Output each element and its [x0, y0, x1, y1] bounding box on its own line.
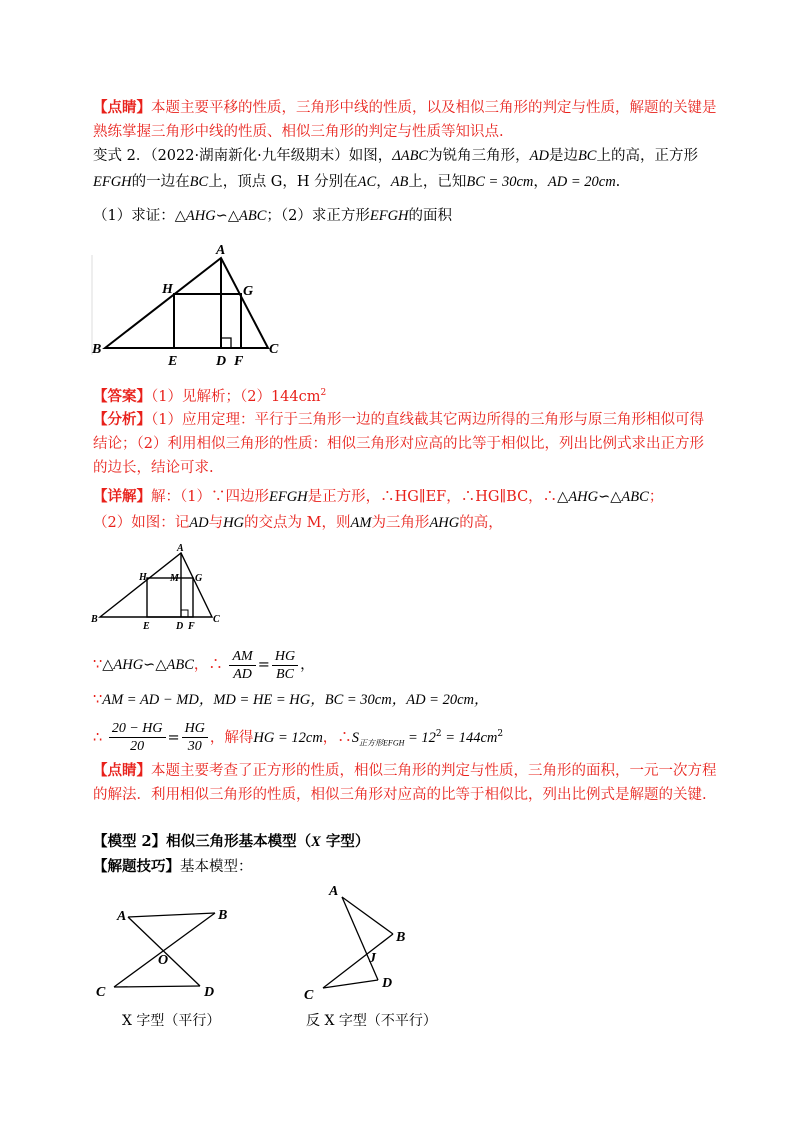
equation-1: ∵△AHG∽△ABC，∴ $\frac{AM}{AD}$ = $\frac{HG}{BC}$ ， — [93, 648, 315, 682]
model-title: 【模型 2】相似三角形基本模型（X 字型） — [93, 833, 370, 850]
label2-G: G — [195, 573, 203, 584]
x-parallel-caption: X 字型（平行） — [122, 1013, 221, 1029]
label2-A: A — [177, 543, 184, 554]
label3-A: A — [117, 909, 127, 924]
triangle-square-figure-m — [88, 540, 228, 635]
equation-3: ∴ $\frac{20 - HG}{20}$ = $\frac{HG}{30}$ ，解得HG = 12cm，$\therefore S_{正方形EFGH} = 12^2 = 144cm^2$ — [93, 721, 504, 755]
label2-C: C — [213, 614, 220, 625]
variant-line-2: EFGH的一边在BC上，顶点 G，H 分别在AC，AB上，已知BC = 30cm，AD = 20cm. — [93, 174, 621, 190]
label-F: F — [234, 354, 244, 369]
label-D: D — [216, 354, 227, 369]
label-G: G — [243, 284, 254, 299]
label2-D: D — [176, 621, 184, 632]
label3-B: B — [218, 908, 228, 923]
label4-C: C — [304, 988, 314, 1003]
comment2-line-2: 的解法．利用相似三角形的性质，相似三角形对应高的比等于相似比，列出比例式是解题的关键. — [93, 787, 707, 803]
label4-A: A — [329, 884, 339, 899]
label3-C: C — [96, 985, 106, 1000]
label4-B: B — [396, 930, 406, 945]
detail-line-1: 【详解】解：（1）∵四边形EFGH是正方形，∴HG∥EF，∴HG∥BC，∴△AHG∽△ABC； — [93, 488, 664, 505]
analysis-line-2: 结论；（2）利用相似三角形的性质：相似三角形对应高的比等于相似比，列出比例式求出正方形 — [93, 436, 704, 452]
comment2-line-1: 【点睛】本题主要考查了正方形的性质，相似三角形的判定与性质，三角形的面积，一元一次方程 — [93, 762, 717, 779]
answer-line: 【答案】（1）见解析；$(2)144cm^2$ — [93, 387, 327, 405]
label2-H: H — [139, 572, 147, 583]
label3-O: O — [158, 953, 169, 968]
label3-D: D — [204, 985, 215, 1000]
label2-B: B — [91, 614, 98, 625]
triangle-square-figure — [88, 235, 298, 370]
label-H: H — [162, 282, 173, 297]
label-B: B — [92, 342, 102, 357]
label2-F: F — [188, 621, 195, 632]
analysis-line-1: 【分析】（1）应用定理：平行于三角形一边的直线截其它两边所得的三角形与原三角形相似可得 — [93, 411, 704, 428]
x-shape-parallel-figure — [88, 895, 238, 1005]
label-A: A — [216, 243, 226, 258]
label2-E: E — [143, 621, 150, 632]
x-shape-nonparallel-figure — [296, 875, 426, 1005]
x-nonparallel-caption: 反 X 字型（不平行） — [306, 1013, 437, 1029]
label2-M: M — [170, 573, 179, 584]
model-tips: 【解题技巧】基本模型： — [93, 858, 253, 875]
label4-J: J — [369, 951, 376, 966]
comment-line-2: 熟练掌握三角形中线的性质、相似三角形的判定与性质等知识点. — [93, 124, 504, 140]
label-C: C — [269, 342, 279, 357]
comment-tag: 【点睛】 — [93, 99, 151, 116]
label-E: E — [168, 354, 178, 369]
comment-line-1: 【点睛】本题主要平移的性质，三角形中线的性质，以及相似三角形的判定与性质，解题的关键是 — [93, 99, 717, 116]
analysis-line-3: 的边长，结论可求. — [93, 460, 214, 476]
label4-D: D — [382, 976, 393, 991]
detail-line-2: （2）如图：记AD与HG的交点为 M，则AM为三角形AHG的高， — [93, 515, 503, 531]
variant-line-1: 变式 2．（2022·湖南新化·九年级期末）如图，ΔABC为锐角三角形，AD是边BC上的高，正方形 — [93, 148, 698, 164]
variant-line-3: （1）求证：△AHG∽△ABC；（2）求正方形EFGH的面积 — [93, 208, 453, 224]
equation-2: ∵AM = AD − MD，MD = HE = HG，BC = 30cm，AD = 20cm， — [93, 692, 489, 708]
